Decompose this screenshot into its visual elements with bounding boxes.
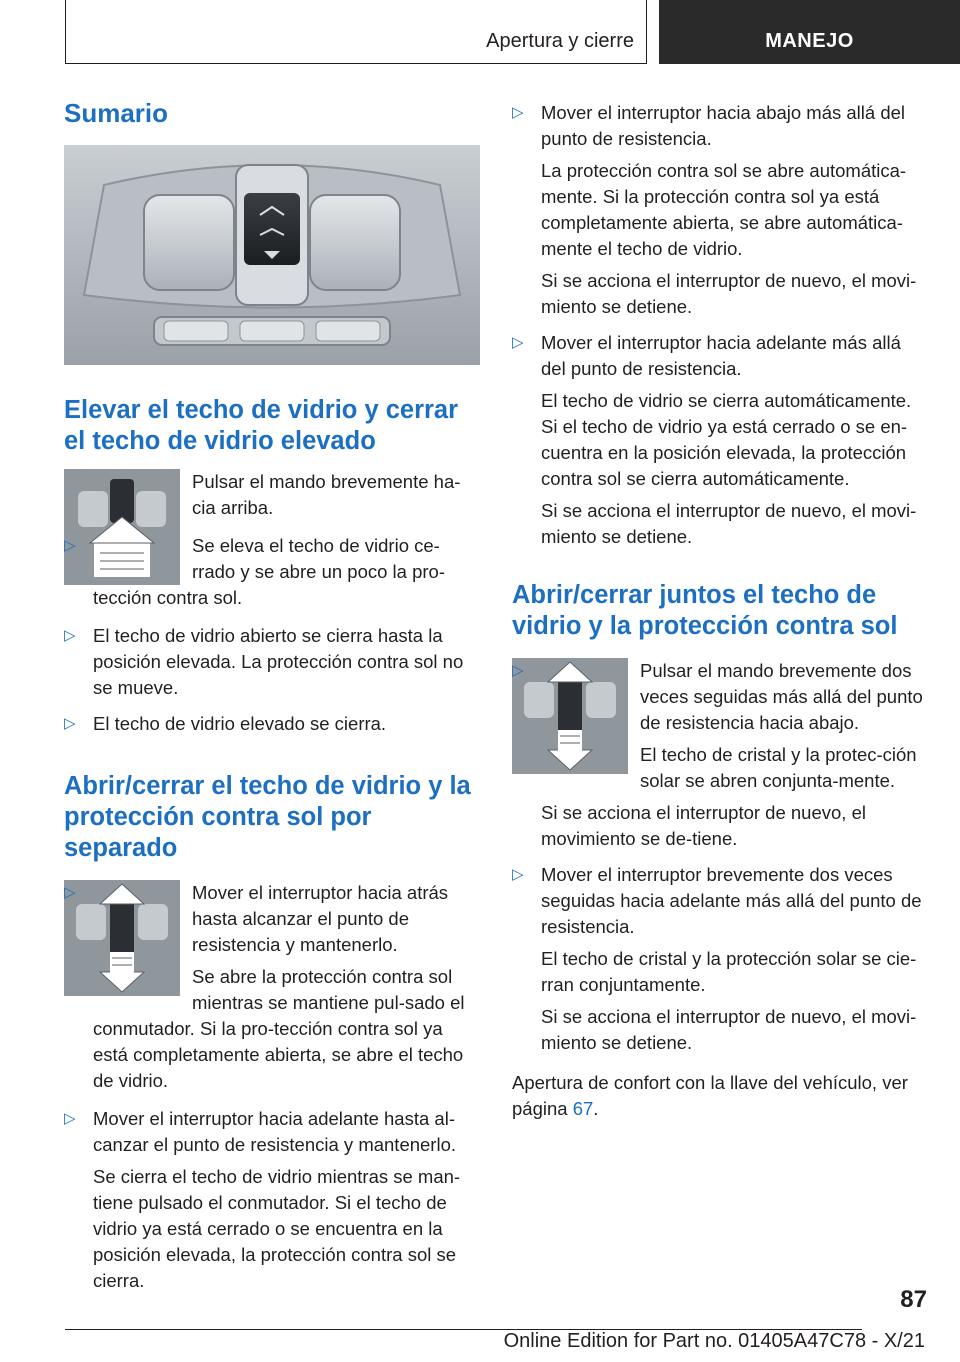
page-link[interactable]: 67: [572, 1098, 594, 1119]
bullet-arrow-icon: ▷: [64, 1110, 76, 1127]
list-item: ▷ Mover el interruptor hacia abajo más allá del punto de resistencia. La protección contra sol se abre automática-mente. Si la protección contra sol ya está completamente abierta, se abre automática-mente el techo de vidrio. Si se acciona el interruptor de nuevo, el movi-miento se detiene.: [512, 102, 917, 317]
raise-block: [64, 469, 480, 611]
header-section-box: [65, 0, 647, 64]
together-heading: Abrir/cerrar juntos el techo de vidrio y la protección contra sol: [512, 581, 898, 640]
together-block: [512, 658, 928, 852]
separate-list-right: [512, 100, 928, 550]
list-item: ▷ El techo de vidrio abierto se cierra hasta la posición elevada. La protección contra sol no se mueve.: [64, 625, 464, 698]
list-item: ▷ Pulsar el mando brevemente dos veces seguidas más allá del punto de resistencia hacia abajo. El techo de cristal y la protec-ción solar se abren conjunta-mente. Si se acciona el interruptor de nuevo, el movimiento se de-tiene.: [512, 660, 923, 849]
separate-block: [64, 880, 480, 1094]
bullet-arrow-icon: ▷: [512, 662, 524, 679]
edition-footer: Online Edition for Part no. 01405A47C78 - X/21: [503, 1330, 925, 1352]
overhead-console-photo: [64, 145, 480, 365]
header-chapter-title: MANEJO: [765, 30, 854, 52]
header-chapter-tab: [659, 0, 960, 64]
header-section-title: Apertura y cierre: [486, 30, 634, 52]
summary-heading: Sumario: [64, 98, 169, 128]
bullet-arrow-icon: ▷: [512, 334, 524, 351]
bullet-arrow-icon: ▷: [64, 627, 76, 644]
comfort-opening-note: Apertura de confort con la llave del vehículo, ver página 67.: [512, 1072, 908, 1119]
raise-list: [64, 623, 480, 737]
list-item: ▷ Mover el interruptor hacia adelante hasta al-canzar el punto de resistencia y mantenerlo. Se cierra el techo de vidrio mientras se man-tiene pulsado el conmutador. Si el techo de vidrio ya está cerrado o se encuentra en la posición elevada, la protección contra sol se cierra.: [64, 1108, 461, 1291]
separate-list-left: [64, 1106, 480, 1294]
right-column: [512, 100, 928, 1122]
bullet-arrow-icon: ▷: [64, 884, 76, 901]
list-item: ▷ Mover el interruptor hacia adelante más allá del punto de resistencia. El techo de vidrio se cierra automáticamente. Si el techo de vidrio ya está cerrado o se en-cuentra en la posición elevada, la protección contra sol se cierra automáticamente. Si se acciona el interruptor de nuevo, el movi-miento se detiene.: [512, 332, 917, 547]
separate-heading: Abrir/cerrar el techo de vidrio y la protección contra sol por separado: [64, 772, 471, 862]
left-column: [64, 98, 480, 1294]
list-item: ▷ Mover el interruptor hacia atrás hasta alcanzar el punto de resistencia y mantenerlo. Se abre la protección contra sol mientras se mantiene pul-sado el conmutador. Si la pro-tección contra sol ya está completamente abierta, se abre el techo de vidrio.: [64, 882, 465, 1091]
separate-sublist: [64, 880, 480, 1094]
raise-heading: Elevar el techo de vidrio y cerrar el techo de vidrio elevado: [64, 396, 459, 455]
bullet-arrow-icon: ▷: [64, 715, 76, 732]
list-item: ▷ Se eleva el techo de vidrio ce-rrado y se abre un poco la pro-tección contra sol.: [64, 535, 445, 608]
list-item: ▷ El techo de vidrio elevado se cierra.: [64, 711, 480, 737]
bullet-arrow-icon: ▷: [64, 537, 76, 554]
together-sublist: [512, 658, 928, 852]
together-list: [512, 862, 928, 1056]
bullet-arrow-icon: ▷: [512, 866, 524, 883]
page-number: 87: [900, 1286, 927, 1313]
list-item: ▷ Mover el interruptor brevemente dos veces seguidas hacia adelante más allá del punto de resistencia. El techo de cristal y la protección solar se cie-rran conjuntamente. Si se acciona el interruptor de nuevo, el movi-miento se detiene.: [512, 864, 922, 1053]
raise-intro: Pulsar el mando brevemente ha-cia arriba.: [192, 471, 461, 518]
bullet-arrow-icon: ▷: [512, 104, 524, 121]
raise-sublist: [64, 533, 480, 611]
